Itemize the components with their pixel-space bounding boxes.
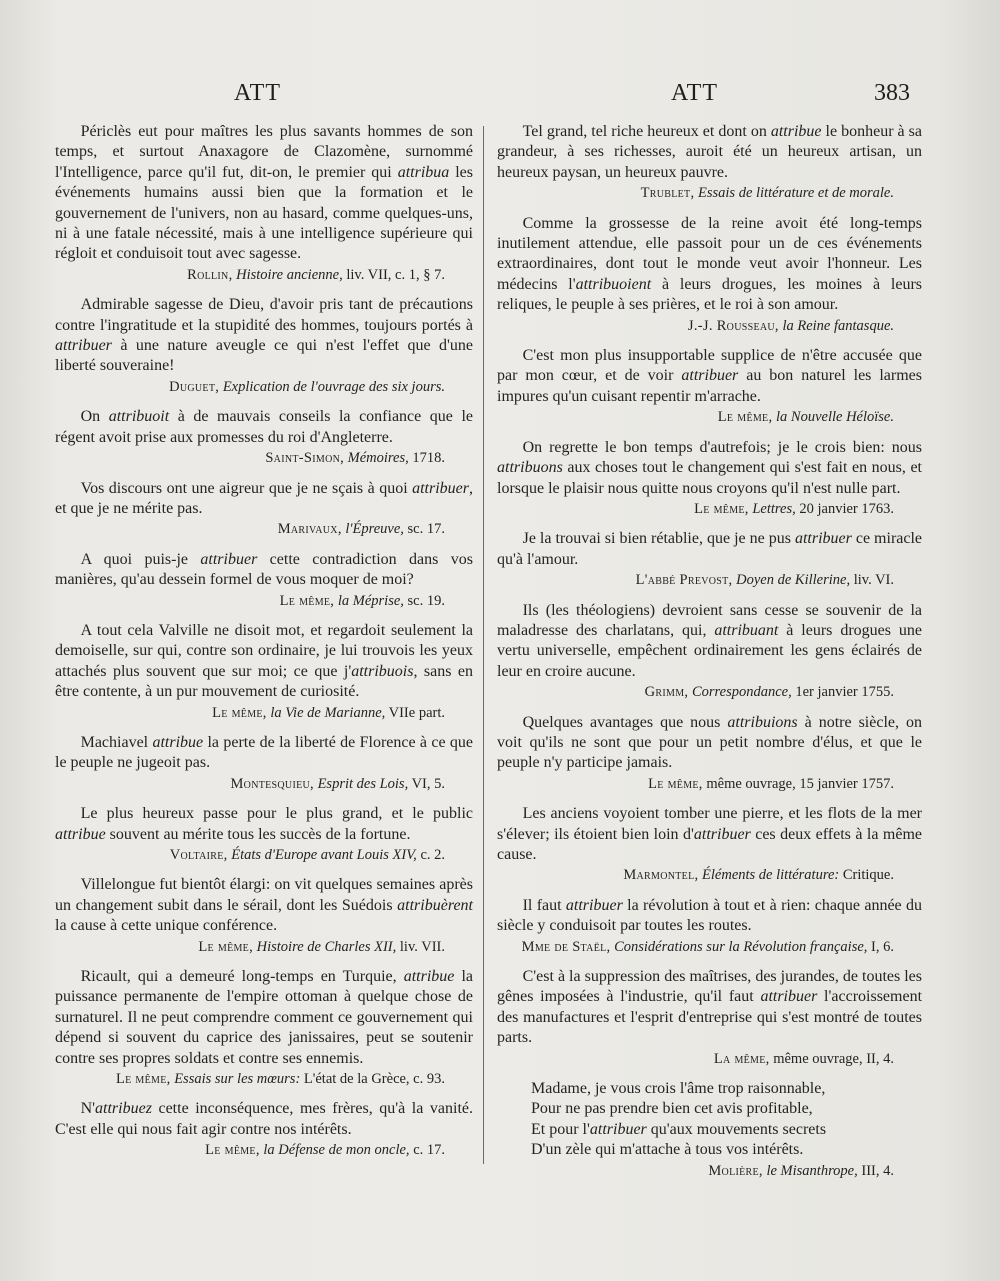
quotation-text: A quoi puis-je attribuer cette contradiction dans vos manières, qu'au dessein formel de vous moquer de moi?: [55, 550, 473, 589]
citation-work: la Nouvelle Héloïse.: [776, 409, 894, 426]
citation-author: Voltaire,: [169, 847, 228, 863]
citation-work: Correspondance,: [691, 684, 792, 701]
quotation-text: Ils (les théologiens) devroient sans cesse se souvenir de la maladresse des charlatans, qui, attribuant à leurs drogues une vertu universelle, empêchent ordinairement les gens éclairés de leur en croire aucune.: [497, 601, 922, 680]
citation-author: Montesquieu,: [230, 775, 314, 792]
citation-author: Saint-Simon,: [265, 450, 345, 467]
running-head-left: ATT: [234, 80, 281, 106]
citation: [497, 316, 894, 336]
verse-line: Pour ne pas prendre bien cet avis profitable,: [531, 1100, 813, 1118]
right-column: [497, 122, 922, 1191]
citation-reference: I, 6.: [867, 938, 894, 955]
citation-reference: liv. VII.: [396, 938, 445, 955]
citation-author: J.-J. Rousseau,: [687, 317, 779, 334]
verse-line: D'un zèle qui m'attache à tous vos intérêts.: [531, 1141, 804, 1159]
citation-reference: 20 janvier 1763.: [795, 500, 894, 517]
citation-work: Doyen de Killerine,: [736, 572, 851, 589]
citation-work: Histoire ancienne,: [236, 266, 343, 283]
citation-reference: même ouvrage, II, 4.: [773, 1050, 894, 1067]
citation-reference: L'état de la Grèce, c. 93.: [300, 1071, 445, 1088]
verse-line: Et pour l'attribuer qu'aux mouvements secrets: [531, 1120, 827, 1138]
citation-work: Considérations sur la Révolution française,: [614, 938, 868, 955]
citation-work: Esprit des Lois,: [317, 775, 409, 792]
citation-reference: 1er janvier 1755.: [791, 684, 894, 701]
citation-work: Explication de l'ouvrage des six jours.: [222, 378, 445, 395]
column-divider: [483, 126, 484, 1164]
citation-reference: sc. 17.: [403, 521, 445, 538]
citation: [55, 377, 445, 397]
citation-work: la Méprise,: [337, 592, 404, 609]
quotation-text: Ricault, qui a demeuré long-temps en Turquie, attribue la puissance permanente de l'empire ottoman à quelque chose de surnaturel. Il ne peut comprendre comment ce gouvernement qui dépend si souvent du caprice des janissaires, peut se soutenir contre ses propres soldats et contre ses ennemis.: [55, 968, 473, 1067]
quotation-text: Comme la grossesse de la reine avoit été long-temps inutilement attendue, elle passoit pour un de ces événements extraordinaires, dont tout le monde veut avoir l'honneur. Les médecins l'attribuoient à leurs drogues, les moines à leurs reliques, le peuple à ses prières, et le roi à son amour.: [497, 214, 922, 314]
citation-reference: sc. 19.: [403, 592, 445, 609]
running-head-right: ATT: [671, 80, 718, 106]
citation-author: Le même,: [212, 704, 267, 721]
citation-author: Marivaux,: [277, 521, 342, 538]
citation-work: la Vie de Marianne,: [270, 704, 386, 721]
citation-author: Le même,: [198, 938, 254, 955]
quotation-text: Périclès eut pour maîtres les plus savants hommes de son temps, et surtout Anaxagore de Clazomène, surnommé l'Intelligence, parce qu'il fut, dit-on, le premier qui attribua les événements humains aussi bien que la formation et le gouvernement de l'univers, non au hasard, comme quelques-uns, ni à une fatale nécessité, mais à une intelligence supérieure qui régloit et conduisoit tout avec sagesse.: [55, 123, 474, 263]
citation-reference: c. 17.: [409, 1142, 445, 1159]
citation-reference: III, 4.: [857, 1162, 894, 1179]
quotation-text: Je la trouvai si bien rétablie, que je ne pus attribuer ce miracle qu'à l'amour.: [497, 530, 923, 568]
quotation-text: C'est à la suppression des maîtrises, des jurandes, de toutes les gênes imposées à l'industrie, qu'il faut attribuer l'accroissement des manufactures et l'esprit d'entreprise qui s'est montré de toutes parts.: [497, 968, 923, 1047]
citation-author: La même,: [713, 1050, 770, 1067]
quotation-text: Les anciens voyoient tomber une pierre, et les flots de la mer s'élever; ils étoient bien loin d'attribuer ces deux effets à la même cause.: [497, 805, 922, 863]
quotation-text: Quelques avantages que nous attribuions à notre siècle, on voit qu'ils ne sont que pour un petit nombre d'élus, et que le peuple n'y participe jamais.: [497, 713, 922, 772]
quotation-text: Machiavel attribue la perte de la liberté de Florence à ce que le peuple ne jugeoit pas.: [55, 733, 473, 772]
citation-reference: Critique.: [839, 867, 894, 884]
citation: [55, 448, 445, 468]
citation-reference: même ouvrage, 15 janvier 1757.: [706, 775, 894, 792]
citation-author: Molière,: [708, 1162, 763, 1179]
citation: [497, 1049, 894, 1069]
citation-author: L'abbé Prevost,: [635, 572, 733, 589]
citation-work: la Reine fantasque.: [782, 317, 894, 334]
quotation-text: Tel grand, tel riche heureux et dont on attribue le bonheur à sa grandeur, à ses richesses, auroit été un heureux artisan, un heureux paysan, un heureux pauvre.: [497, 123, 923, 181]
citation: [55, 591, 445, 611]
citation-work: Lettres,: [752, 500, 796, 517]
citation-author: Le même,: [694, 500, 749, 517]
citation-author: Trublet,: [640, 185, 695, 202]
left-column: [55, 122, 473, 1171]
citation: [55, 774, 445, 794]
citation-author: Le même,: [115, 1071, 171, 1088]
quotation-text: C'est mon plus insupportable supplice de n'être accusée que par mon cœur, et de voir attribuer au bon naturel les larmes impures qu'un cuisant repentir m'arrache.: [497, 347, 923, 405]
citation-author: Grimm,: [644, 684, 689, 701]
quotation-text: On attribuoit à de mauvais conseils la confiance que le régent avoit prise aux promesses du roi d'Angleterre.: [55, 408, 473, 446]
citation-work: Histoire de Charles XII,: [256, 938, 397, 955]
citation: [497, 682, 894, 702]
citation-author: Le même,: [205, 1142, 260, 1159]
citation-work: l'Épreuve,: [345, 521, 404, 538]
verse-line: Madame, je vous crois l'âme trop raisonnable,: [531, 1080, 826, 1098]
citation-reference: 1718.: [408, 450, 445, 467]
citation: [497, 865, 894, 885]
citation-author: Le même,: [717, 409, 773, 426]
citation-work: le Misanthrope,: [766, 1162, 858, 1179]
citation: [55, 519, 445, 539]
quotation-text: Le plus heureux passe pour le plus grand, et le public attribue souvent au mérite tous les succès de la fortune.: [55, 805, 473, 843]
citation-work: Mémoires,: [347, 450, 409, 467]
citation: [497, 570, 894, 590]
citation: [497, 774, 894, 794]
citation-work: Essais sur les mœurs:: [174, 1071, 301, 1088]
citation-author: Rollin,: [187, 266, 233, 283]
citation: [497, 183, 894, 203]
quotation-text: Villelongue fut bientôt élargi: on vit quelques semaines après un changement subit dans le sérail, dont les Suédois attribuèrent la cause à cette unique conférence.: [55, 876, 473, 935]
citation: [55, 265, 445, 285]
citation: [497, 937, 894, 957]
citation-work: États d'Europe avant Louis XIV,: [231, 847, 417, 863]
citation: [55, 703, 445, 723]
quotation-text: Il faut attribuer la révolution à tout et à rien: chaque année du siècle y conduisoit par toutes les routes.: [497, 896, 922, 935]
page-number: 383: [874, 80, 910, 106]
quotation-text: On regrette le bon temps d'autrefois; je le crois bien: nous attribuons aux choses tout le changement qui s'est fait en nous, et lorsque le plaisir nous quitte nous croyons qu'il n'est nulle part.: [497, 438, 922, 497]
citation: [55, 1140, 445, 1160]
citation-author: Le même,: [279, 592, 335, 609]
citation: [55, 937, 445, 957]
citation-work: Éléments de littérature:: [702, 867, 840, 884]
citation-author: Marmontel,: [623, 867, 699, 884]
citation: [55, 1069, 445, 1089]
quotation-text: N'attribuez cette inconséquence, mes frères, qu'à la vanité. C'est elle qui nous fait agir contre nos intérêts.: [55, 1100, 473, 1138]
citation-reference: VI, 5.: [408, 775, 445, 792]
citation-author: Le même,: [648, 775, 703, 792]
citation-reference: liv. VI.: [850, 572, 894, 589]
quotation-text: A tout cela Valville ne disoit mot, et regardoit seulement la demoiselle, sur qui, contre son ordinaire, je lui trouvois les yeux attachés plus souvent que sur moi; ce que j'attribuois, sans en être contente, à un pur mouvement de curiosité.: [55, 621, 474, 701]
citation: [497, 1161, 894, 1181]
citation-reference: liv. VII, c. 1, § 7.: [342, 266, 445, 283]
quotation-text: Vos discours ont une aigreur que je ne sçais à quoi attribuer, et que je ne mérite pas.: [55, 479, 473, 517]
citation: [497, 407, 894, 427]
citation-work: Essais de littérature et de morale.: [698, 185, 894, 202]
verse-quotation: [531, 1079, 922, 1161]
citation-author: Mme de Staël,: [521, 938, 611, 955]
citation-reference: c. 2.: [416, 847, 445, 863]
quotation-text: Admirable sagesse de Dieu, d'avoir pris tant de précautions contre l'ingratitude et la stupidité des hommes, toujours portés à attribuer à une nature aveugle ce qui n'est l'effet que d'une liberté souveraine!: [55, 296, 473, 375]
citation-work: la Défense de mon oncle,: [263, 1142, 410, 1159]
citation: [497, 499, 894, 519]
citation-reference: VIIe part.: [385, 704, 445, 721]
citation-author: Duguet,: [169, 378, 220, 395]
citation: [55, 845, 445, 865]
